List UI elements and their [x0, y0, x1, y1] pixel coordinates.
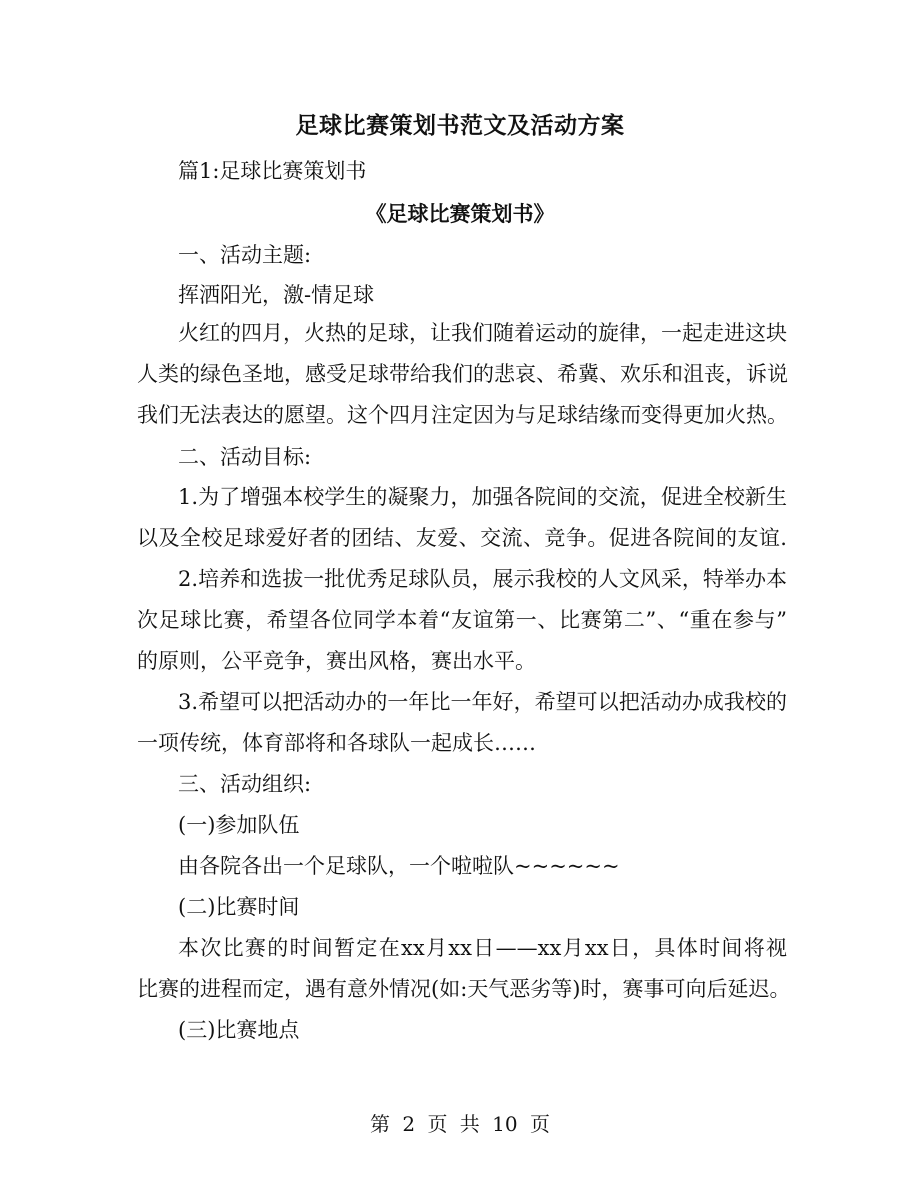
paragraph-line: 次足球比赛，希望各位同学本着“友谊第一、比赛第二”、“重在参与” [137, 608, 787, 632]
paragraph-line: 以及全校足球爱好者的团结、友爱、交流、竞争。促进各院间的友谊. [137, 526, 787, 550]
section-heading-theme: 一、活动主题: [178, 243, 312, 267]
paragraph-line: 我们无法表达的愿望。这个四月注定因为与足球结缘而变得更加火热。 [137, 403, 788, 427]
subheading-teams: (一)参加队伍 [178, 813, 300, 837]
theme-slogan: 挥洒阳光，激-情足球 [178, 283, 375, 307]
paragraph-line: 1.为了增强本校学生的凝聚力，加强各院间的交流，促进全校新生 [178, 485, 787, 509]
teams-text: 由各院各出一个足球队，一个啦啦队~~~~~~ [178, 854, 620, 878]
document-title: 足球比赛策划书范文及活动方案 [295, 112, 625, 139]
page-footer: 第 2 页 共 10 页 [370, 1112, 550, 1136]
section-heading-organization: 三、活动组织: [178, 772, 312, 796]
paragraph-line: 一项传统，体育部将和各球队一起成长…… [137, 731, 536, 755]
paragraph-line: 本次比赛的时间暂定在xx月xx日——xx月xx日，具体时间将视 [178, 936, 787, 960]
paragraph-line: 人类的绿色圣地，感受足球带给我们的悲哀、希冀、欢乐和沮丧，诉说 [137, 362, 788, 386]
document-subtitle: 《足球比赛策划书》 [365, 201, 555, 226]
part-label: 篇1:足球比赛策划书 [178, 159, 367, 183]
subheading-time: (二)比赛时间 [178, 895, 300, 919]
subheading-venue: (三)比赛地点 [178, 1018, 300, 1042]
paragraph-line: 火红的四月，火热的足球，让我们随着运动的旋律，一起走进这块 [178, 321, 787, 345]
paragraph-line: 的原则，公平竞争，赛出风格，赛出水平。 [137, 649, 536, 673]
paragraph-line: 2.培养和选拔一批优秀足球队员，展示我校的人文风采，特举办本 [178, 567, 787, 591]
paragraph-line: 3.希望可以把活动办的一年比一年好，希望可以把活动办成我校的 [178, 690, 787, 714]
section-heading-goals: 二、活动目标: [178, 445, 312, 469]
paragraph-line: 比赛的进程而定，遇有意外情况(如:天气恶劣等)时，赛事可向后延迟。 [137, 977, 791, 1001]
